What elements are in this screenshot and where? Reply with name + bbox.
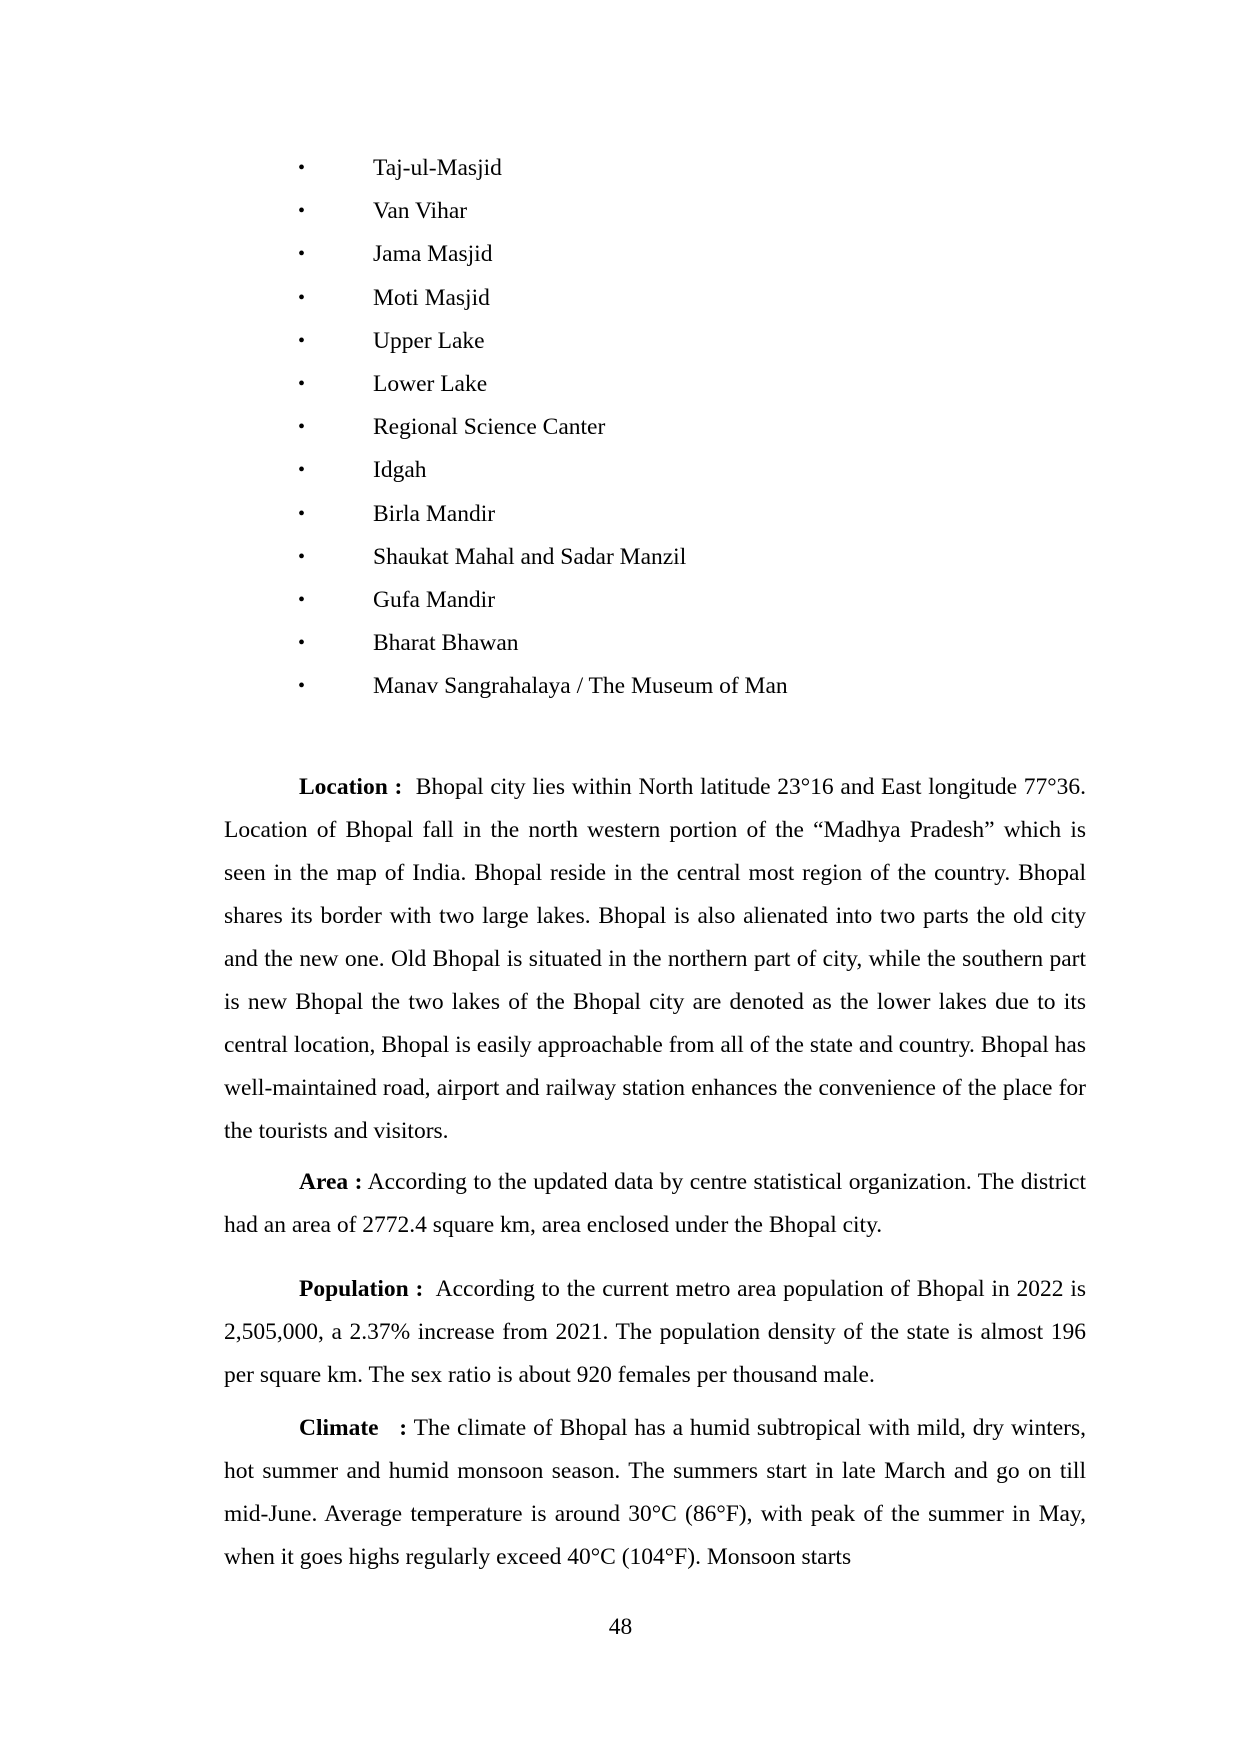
- attraction-name: Idgah: [373, 457, 427, 484]
- bullet-icon: •: [298, 329, 306, 352]
- location-label: Location :: [299, 774, 403, 800]
- bullet-icon: •: [298, 286, 306, 309]
- attraction-name: Van Vihar: [373, 198, 468, 225]
- bullet-icon: •: [298, 416, 306, 439]
- bullet-icon: •: [298, 459, 306, 482]
- location-paragraph: [224, 766, 1086, 1153]
- page-number: 48: [608, 1614, 633, 1640]
- attraction-name: Bharat Bhawan: [373, 630, 519, 657]
- attraction-name: Shaukat Mahal and Sadar Manzil: [373, 543, 687, 570]
- climate-paragraph: [224, 1407, 1086, 1579]
- area-text: According to the updated data by centre statistical organization. The district had an area of 2772.4 square km, area enclosed under the Bhopal city.: [224, 1169, 1087, 1238]
- area-label: Area :: [299, 1169, 363, 1195]
- location-section: [224, 766, 1086, 1153]
- population-section: [224, 1268, 1086, 1397]
- bullet-icon: •: [298, 632, 306, 655]
- bullet-icon: •: [298, 200, 306, 223]
- bullet-icon: •: [298, 545, 306, 568]
- attraction-name: Moti Masjid: [373, 284, 490, 311]
- population-label: Population :: [299, 1276, 424, 1302]
- attraction-name: Upper Lake: [373, 327, 485, 354]
- attraction-name: Regional Science Canter: [373, 414, 606, 441]
- area-section: [224, 1161, 1086, 1247]
- attraction-name: Jama Masjid: [373, 241, 493, 268]
- attraction-name: Lower Lake: [373, 370, 488, 397]
- population-text: According to the current metro area population of Bhopal in 2022 is 2,505,000, a 2.37% increase from 2021. The population density of the state is almost 196 per square km. The sex ratio is about 920 females per thousand male.: [224, 1276, 1086, 1388]
- location-text: Bhopal city lies within North latitude 23°16 and East longitude 77°36. Location of Bhopal fall in the north western portion of the “Madhya Pradesh” which is seen in the map of India. Bhopal reside in the central most region of the country. Bhopal shares its border with two large lakes. Bhopal is also alienated into two parts the old city and the new one. Old Bhopal is situated in the northern part of city, while the southern part is new Bhopal the two lakes of the Bhopal city are denoted as the lower lakes due to its central location, Bhopal is easily approachable from all of the state and country. Bhopal has well-maintained road, airport and railway station enhances the convenience of the place for the tourists and visitors.: [224, 774, 1087, 1144]
- area-paragraph: [224, 1161, 1086, 1247]
- bullet-icon: •: [298, 372, 306, 395]
- bullet-icon: •: [298, 502, 306, 525]
- bullet-icon: •: [298, 675, 306, 698]
- attraction-name: Taj-ul-Masjid: [373, 155, 502, 181]
- climate-text: The climate of Bhopal has a humid subtropical with mild, dry winters, hot summer and humid monsoon season. The summers start in late March and go on till mid-June. Average temperature is around 30°C (86°F), with peak of the summer in May, when it goes highs regularly exceed 40°C (104°F). Monsoon starts: [224, 1415, 1087, 1570]
- bullet-icon: •: [298, 588, 306, 611]
- attraction-name: Gufa Mandir: [373, 586, 496, 613]
- attraction-name: Manav Sangrahalaya / The Museum of Man: [373, 673, 788, 700]
- bullet-icon: •: [298, 157, 306, 179]
- climate-label: Climate :: [299, 1415, 408, 1441]
- climate-section: [224, 1407, 1086, 1579]
- population-paragraph: [224, 1268, 1086, 1397]
- attraction-name: Birla Mandir: [373, 500, 496, 527]
- bullet-icon: •: [298, 243, 306, 266]
